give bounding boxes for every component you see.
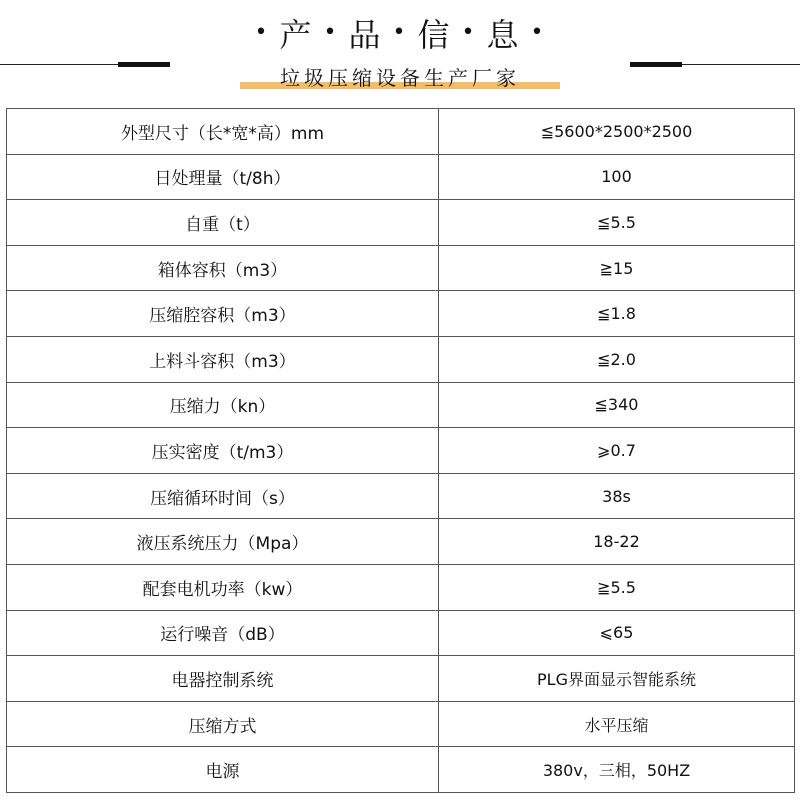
table-row [7,382,795,428]
spec-label: 自重（t） [7,200,439,246]
spec-label: 配套电机功率（kw） [7,564,439,610]
spec-table [6,108,795,793]
spec-value: ≦340 [439,382,795,428]
spec-value: 水平压缩 [439,701,795,747]
spec-value: ≧15 [439,245,795,291]
spec-label: 压缩腔容积（m3） [7,291,439,337]
title-char: 品 [348,16,383,54]
spec-value: ⩽65 [439,610,795,656]
table-row [7,610,795,656]
table-row [7,564,795,610]
subtitle: 垃圾压缩设备生产厂家 [280,65,520,90]
table-row [7,747,795,793]
spec-label: 上料斗容积（m3） [7,336,439,382]
spec-label: 液压系统压力（Mpa） [7,519,439,565]
spec-value: 38s [439,473,795,519]
spec-label: 电器控制系统 [7,656,439,702]
table-row [7,200,795,246]
table-row [7,473,795,519]
spec-value: PLG界面显示智能系统 [439,656,795,702]
title-dot: • [530,19,546,45]
left-divider-accent [118,62,170,67]
spec-value: ⩾0.7 [439,428,795,474]
table-row [7,701,795,747]
spec-label: 外型尺寸（长*宽*高）mm [7,109,439,155]
spec-value: ≦5600*2500*2500 [439,109,795,155]
title-dot: • [461,19,477,45]
table-row [7,519,795,565]
table-row [7,109,795,155]
spec-value: ≧5.5 [439,564,795,610]
spec-value: ≦2.0 [439,336,795,382]
spec-label: 压缩方式 [7,701,439,747]
title-dot: • [254,19,270,45]
title-char: 信 [417,16,452,54]
spec-label: 压缩循环时间（s） [7,473,439,519]
spec-label: 日处理量（t/8h） [7,154,439,200]
title-dot: • [323,19,339,45]
title-dot: • [392,19,408,45]
table-row [7,154,795,200]
spec-value: ≦5.5 [439,200,795,246]
table-row [7,245,795,291]
title-char: 息 [486,16,521,54]
spec-value: 18-22 [439,519,795,565]
table-row [7,656,795,702]
table-row [7,291,795,337]
spec-label: 电源 [7,747,439,793]
table-row [7,336,795,382]
page-title [0,8,800,58]
spec-value: ≦1.8 [439,291,795,337]
spec-label: 运行噪音（dB） [7,610,439,656]
right-divider-accent [630,62,682,67]
title-char: 产 [279,16,314,54]
spec-label: 压缩力（kn） [7,382,439,428]
table-row [7,428,795,474]
spec-label: 箱体容积（m3） [7,245,439,291]
spec-value: 380v，三相，50HZ [439,747,795,793]
spec-label: 压实密度（t/m3） [7,428,439,474]
spec-value: 100 [439,154,795,200]
